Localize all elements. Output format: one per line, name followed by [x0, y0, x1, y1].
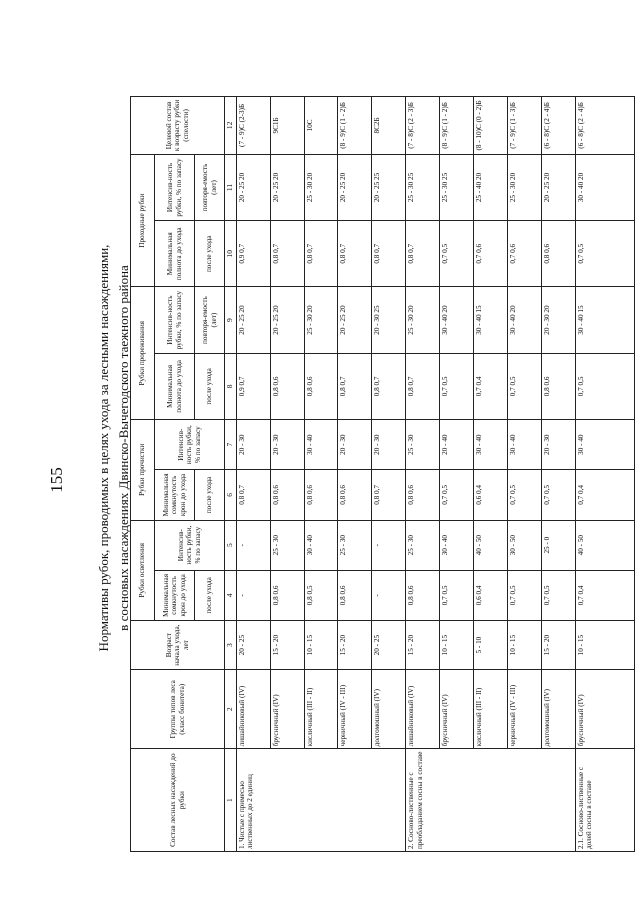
composition-cell: 2. Сосново-лиственные с преобладанием сосны в составе [406, 749, 576, 852]
cell-age: 10 - 15 [576, 621, 635, 670]
cell-c5: 0,7 0,5 [576, 353, 635, 419]
cell-age: 15 - 20 [542, 621, 576, 670]
cell-c5: 0,8 0,6 [270, 353, 304, 419]
cell-c7: 0,7 0,5 [576, 221, 635, 287]
cell-c3: 0,8 0,7 [236, 470, 270, 520]
heading-line-2: в сосновых насаждениях Двинско-Вычегодского таежного района [116, 265, 131, 631]
cell-c4: 25 - 30 [406, 420, 440, 470]
cell-c5: 0,8 0,6 [542, 353, 576, 419]
cell-c7: 0,8 0,7 [304, 221, 338, 287]
composition-cell: 1. Чистые с примесью лиственных до 2 единиц [236, 749, 406, 852]
cell-c7: 0,9 0,7 [236, 221, 270, 287]
cell-target: (6 - 8)С (2 - 4)Б [542, 97, 576, 155]
cell-c6: 20 - 25 20 [338, 287, 372, 353]
header-clearing-cut: Рубки осветления [131, 520, 155, 621]
cell-c3: 0,6 0,4 [474, 470, 508, 520]
cell-c5: 0,8 0,7 [406, 353, 440, 419]
header-age: Возраст начала ухода, лет [131, 621, 225, 670]
cell-c8: 20 - 25 20 [236, 154, 270, 220]
cell-c6: 20 - 25 20 [270, 287, 304, 353]
column-number: 2 [225, 670, 237, 749]
table-row [304, 97, 338, 852]
cell-target: (7 - 8)С (2 - 3)Б [406, 97, 440, 155]
cell-c8: 25 - 30 20 [508, 154, 542, 220]
standards-table [130, 96, 635, 852]
header-repeat-4: повторя-емость (лет) [195, 154, 225, 220]
column-number: 5 [225, 520, 237, 570]
header-min-closure-1: Минимальная сомкнутость крон до ухода [155, 570, 195, 620]
cell-c8: 20 - 25 20 [542, 154, 576, 220]
column-number: 7 [225, 420, 237, 470]
column-number: 1 [225, 749, 237, 852]
cell-c6: 20 - 25 20 [236, 287, 270, 353]
cell-c5: 0,8 0,7 [372, 353, 406, 419]
header-cleaning-cut: Рубки прочистки [131, 420, 155, 521]
cell-target: (8 - 9)С (1 - 2)Б [338, 97, 372, 155]
table-row [270, 97, 304, 852]
cell-c8: 20 - 25 20 [270, 154, 304, 220]
column-number: 9 [225, 287, 237, 353]
cell-c4: 20 - 40 [440, 420, 474, 470]
cell-c5: 0,8 0,6 [304, 353, 338, 419]
cell-target: (8 - 10)С (0 - 2)Б [474, 97, 508, 155]
header-after-1: после ухода [195, 570, 225, 620]
header-forest-group: Группы типов леса (класс бонитета) [131, 670, 225, 749]
page-number: 155 [47, 467, 66, 493]
cell-age: 15 - 20 [406, 621, 440, 670]
header-min-closure-2: Минимальная сомкнутость крон до ухода [155, 470, 195, 520]
cell-c3: 0,8 0,7 [372, 470, 406, 520]
cell-c1: 0,7 0,5 [440, 570, 474, 620]
cell-c7: 0,8 0,7 [372, 221, 406, 287]
cell-c2: 25 - 30 [270, 520, 304, 570]
cell-c2: 40 - 50 [474, 520, 508, 570]
cell-c8: 20 - 25 20 [338, 154, 372, 220]
cell-target: 8С2Б [372, 97, 406, 155]
cell-age: 15 - 20 [270, 621, 304, 670]
cell-type: брусничный (IV) [270, 670, 304, 749]
table-row [576, 97, 635, 852]
cell-c6: 20 - 30 20 [542, 287, 576, 353]
cell-c3: 0,7 0,5 [440, 470, 474, 520]
cell-type: лишайниковый (IV) [406, 670, 440, 749]
table-body [236, 97, 634, 852]
cell-c1: 0,7 0,5 [542, 570, 576, 620]
cell-c1: - [236, 570, 270, 620]
cell-target: (7 - 9)С (1 - 3)Б [508, 97, 542, 155]
cell-c4: 30 - 40 [508, 420, 542, 470]
header-composition: Состав лесных насаждений до рубки [131, 749, 225, 852]
cell-type: кисличный (III - II) [304, 670, 338, 749]
table-row [372, 97, 406, 852]
cell-c4: 20 - 30 [338, 420, 372, 470]
cell-c8: 30 - 40 20 [576, 154, 635, 220]
header-passage-cut: Проходные рубки [131, 154, 155, 287]
column-number: 11 [225, 154, 237, 220]
table-row [474, 97, 508, 852]
cell-c7: 0,8 0,7 [270, 221, 304, 287]
cell-c8: 25 - 30 25 [406, 154, 440, 220]
header-intensity-3: Интенсив-ность рубки, % по запасу [155, 287, 195, 353]
cell-c1: 0,8 0,6 [270, 570, 304, 620]
cell-type: черничный (IV - III) [508, 670, 542, 749]
header-after-2: после ухода [195, 470, 225, 520]
cell-age: 15 - 20 [338, 621, 372, 670]
cell-target: (7 - 9)С (2-3)Б [236, 97, 270, 155]
heading-line-1: Нормативы рубок, проводимых в целях ухода за лесными насаждениями, [96, 244, 111, 652]
cell-c7: 0,7 0,5 [440, 221, 474, 287]
cell-c6: 30 - 40 15 [576, 287, 635, 353]
cell-c7: 0,8 0,6 [542, 221, 576, 287]
column-number: 8 [225, 353, 237, 419]
cell-c7: 0,7 0,6 [508, 221, 542, 287]
cell-c4: 30 - 40 [474, 420, 508, 470]
cell-c6: 20 - 30 25 [372, 287, 406, 353]
cell-c1: 0,7 0,4 [576, 570, 635, 620]
column-number: 4 [225, 570, 237, 620]
cell-c5: 0,8 0,7 [338, 353, 372, 419]
cell-c1: 0,6 0,4 [474, 570, 508, 620]
header-after-3: после ухода [195, 353, 225, 419]
cell-target: (6 - 8)С (2 - 4)Б [576, 97, 635, 155]
cell-c7: 0,8 0,7 [338, 221, 372, 287]
rotated-table-area [130, 96, 635, 852]
cell-c8: 25 - 40 20 [474, 154, 508, 220]
column-number: 3 [225, 621, 237, 670]
cell-c3: 0,7 0,5 [542, 470, 576, 520]
cell-c5: 0,7 0,5 [508, 353, 542, 419]
cell-c4: 30 - 40 [576, 420, 635, 470]
column-number: 10 [225, 221, 237, 287]
table-row [440, 97, 474, 852]
cell-c1: 0,8 0,6 [338, 570, 372, 620]
cell-c1: 0,7 0,5 [508, 570, 542, 620]
cell-c1: - [372, 570, 406, 620]
cell-c2: 30 - 40 [440, 520, 474, 570]
cell-target: 10С [304, 97, 338, 155]
cell-c7: 0,8 0,7 [406, 221, 440, 287]
cell-type: брусничный (IV) [440, 670, 474, 749]
header-repeat-3: повторя-емость (лет) [195, 287, 225, 353]
cell-type: долгомошный (IV) [372, 670, 406, 749]
table-row [338, 97, 372, 852]
cell-age: 10 - 15 [440, 621, 474, 670]
table-row [542, 97, 576, 852]
composition-cell: 2.1. Сосново-лиственные с долей сосны в составе [576, 749, 635, 852]
cell-target: 9С1Б [270, 97, 304, 155]
cell-c3: 0,8 0,6 [270, 470, 304, 520]
cell-c5: 0,9 0,7 [236, 353, 270, 419]
cell-c3: 0,7 0,4 [576, 470, 635, 520]
cell-c6: 25 - 30 20 [304, 287, 338, 353]
cell-c4: 20 - 30 [270, 420, 304, 470]
header-thinning-cut: Рубки прореживания [131, 287, 155, 420]
header-min-density-4: Минимальная полнота до ухода [155, 221, 195, 287]
cell-c2: 40 - 50 [576, 520, 635, 570]
cell-age: 20 - 25 [372, 621, 406, 670]
cell-age: 20 - 25 [236, 621, 270, 670]
header-min-density-3: Минимальная полнота до ухода [155, 353, 195, 419]
cell-age: 10 - 15 [304, 621, 338, 670]
table-row [406, 97, 440, 852]
cell-c2: 30 - 40 [304, 520, 338, 570]
header-intensity-4: Интенсив-ность рубки, % по запасу [155, 154, 195, 220]
cell-c8: 25 - 30 20 [304, 154, 338, 220]
column-number: 6 [225, 470, 237, 520]
cell-c4: 20 - 30 [236, 420, 270, 470]
header-after-4: после ухода [195, 221, 225, 287]
cell-c3: 0,8 0,6 [304, 470, 338, 520]
cell-target: (8 - 9)С (1 - 2)Б [440, 97, 474, 155]
cell-age: 10 - 15 [508, 621, 542, 670]
cell-c3: 0,7 0,5 [508, 470, 542, 520]
cell-c2: - [372, 520, 406, 570]
cell-c6: 30 - 40 20 [508, 287, 542, 353]
cell-c2: 25 - 0 [542, 520, 576, 570]
cell-c3: 0,8 0,6 [338, 470, 372, 520]
cell-type: долгомошный (IV) [542, 670, 576, 749]
header-intensity-2: Интенсив-ность рубки, % по запасу [155, 420, 225, 470]
cell-c7: 0,7 0,6 [474, 221, 508, 287]
cell-type: кисличный (III - II) [474, 670, 508, 749]
table-row [508, 97, 542, 852]
column-number-row [225, 97, 237, 852]
cell-c5: 0,7 0,5 [440, 353, 474, 419]
table-row [236, 97, 270, 852]
cell-c2: 25 - 30 [338, 520, 372, 570]
header-target-composition: Целевой состав к возрасту рубки (спелости) [131, 97, 225, 155]
cell-c2: 30 - 50 [508, 520, 542, 570]
cell-type: лишайниковый (IV) [236, 670, 270, 749]
cell-c6: 30 - 40 15 [474, 287, 508, 353]
cell-c3: 0,8 0,6 [406, 470, 440, 520]
cell-c8: 20 - 25 25 [372, 154, 406, 220]
cell-c4: 20 - 30 [372, 420, 406, 470]
cell-c2: - [236, 520, 270, 570]
cell-c1: 0,8 0,5 [304, 570, 338, 620]
cell-c1: 0,8 0,6 [406, 570, 440, 620]
cell-c5: 0,7 0,4 [474, 353, 508, 419]
cell-type: брусничный (IV) [576, 670, 635, 749]
column-number: 12 [225, 97, 237, 155]
cell-c8: 25 - 30 25 [440, 154, 474, 220]
cell-type: черничный (IV - III) [338, 670, 372, 749]
cell-c2: 25 - 30 [406, 520, 440, 570]
cell-c6: 30 - 40 20 [440, 287, 474, 353]
cell-c6: 25 - 30 20 [406, 287, 440, 353]
cell-c4: 20 - 30 [542, 420, 576, 470]
cell-c4: 30 - 40 [304, 420, 338, 470]
cell-age: 5 - 10 [474, 621, 508, 670]
header-intensity-1: Интенсив-ность рубки, % по запасу [155, 520, 225, 570]
